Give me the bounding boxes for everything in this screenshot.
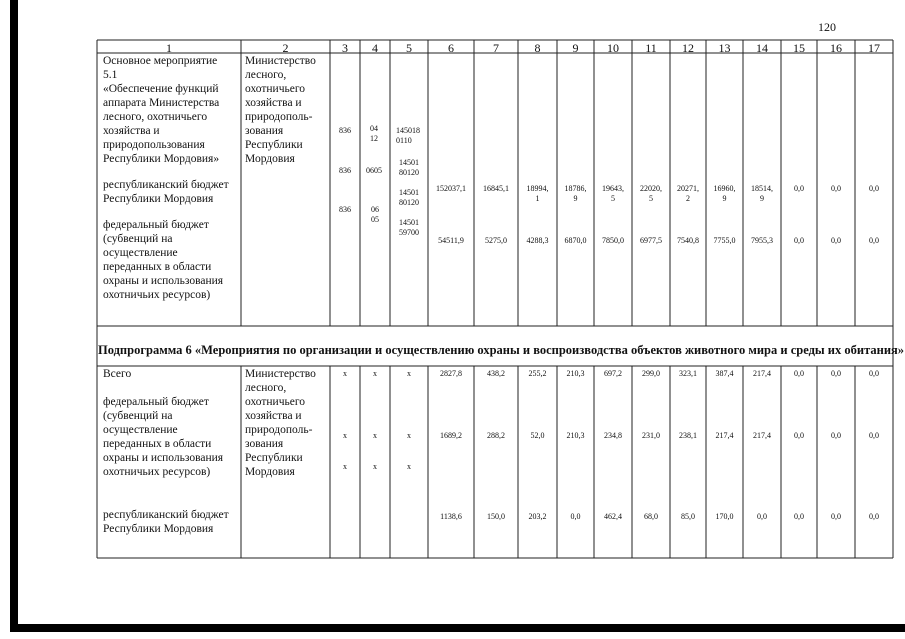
column-number: 17 [868, 41, 880, 55]
value-cell: 697,2 [604, 369, 622, 378]
value-cell: 0,0 [794, 369, 804, 378]
value-cell: 7540,8 [677, 236, 699, 245]
value-cell: 85,0 [681, 512, 695, 521]
column-number: 13 [718, 41, 731, 55]
x-mark: x [407, 462, 411, 471]
column-number: 11 [645, 41, 657, 55]
column-number: 14 [756, 41, 768, 55]
value-cell: 299,0 [642, 369, 660, 378]
value-cell: 217,4 [753, 369, 771, 378]
value-cell: 7755,0 [713, 236, 736, 245]
value-cell: 0,0 [831, 369, 841, 378]
code-1450180110: 145018 0110 [396, 126, 420, 145]
value-cell: 0,0 [570, 512, 581, 521]
code-836: 836 [339, 205, 351, 214]
total-label: Всего [103, 368, 132, 380]
value-cell: 323,1 [679, 369, 697, 378]
value-cell: 438,2 [487, 369, 505, 378]
x-mark: x [373, 462, 377, 471]
value-cell: 210,3 [566, 369, 585, 378]
x-mark: x [343, 431, 347, 440]
value-cell: 0,0 [794, 512, 804, 521]
column-number: 3 [342, 41, 348, 55]
value-cell: 217,4 [753, 431, 771, 440]
ministry-label: Министерство лесного, охотничьего хозяйства и природополь- зования Республики Мордовия [245, 368, 316, 478]
value-cell: 152037,1 [436, 184, 466, 193]
value-cell: 210,3 [566, 431, 585, 440]
code-836: 836 [339, 126, 351, 135]
code-836: 836 [339, 166, 351, 175]
value-cell: 52,0 [530, 431, 545, 440]
value-cell: 16960, 9 [713, 184, 736, 203]
column-number: 8 [534, 41, 541, 55]
value-cell: 0,0 [831, 184, 841, 193]
measure-title: Основное мероприятие 5.1 «Обеспечение функций аппарата Министерства лесного, охотничьего хозяйства и природопользования Республики Мордовия» [103, 55, 220, 165]
value-cell: 150,0 [487, 512, 505, 521]
value-cell: 18786, 9 [564, 184, 587, 203]
value-cell: 0,0 [869, 431, 879, 440]
value-cell: 203,2 [528, 512, 547, 521]
value-cell: 231,0 [642, 431, 660, 440]
value-cell: 68,0 [644, 512, 658, 521]
column-number: 7 [493, 41, 499, 55]
code-0605: 0605 [366, 166, 382, 175]
column-number: 4 [372, 41, 378, 55]
value-cell: 1138,6 [440, 512, 462, 521]
value-cell: 22020, 5 [640, 184, 662, 203]
column-number: 6 [448, 41, 454, 55]
value-cell: 1689,2 [440, 431, 462, 440]
column-number: 12 [682, 41, 694, 55]
value-cell: 0,0 [831, 431, 841, 440]
value-cell: 7955,3 [751, 236, 773, 245]
value-cell: 18994, 1 [526, 184, 549, 203]
subprogram-title: Подпрограмма 6 «Мероприятия по организации и осуществлению охраны и воспроизводства объектов животного мира и среды их обитания» [98, 343, 905, 357]
column-number: 16 [830, 41, 842, 55]
rep-budget-label: республиканский бюджет Республики Мордовия [103, 179, 229, 205]
column-number: 9 [572, 41, 579, 55]
value-cell: 6977,5 [640, 236, 662, 245]
value-cell: 0,0 [869, 184, 879, 193]
x-mark: x [407, 431, 411, 440]
value-cell: 0,0 [831, 236, 841, 245]
code-1450159700: 14501 59700 [399, 218, 419, 237]
value-cell: 5275,0 [485, 236, 507, 245]
code-1450180120: 14501 80120 [399, 158, 419, 177]
page-number: 120 [818, 20, 836, 34]
value-cell: 170,0 [715, 512, 734, 521]
value-cell: 0,0 [869, 369, 879, 378]
code-0412: 04 12 [370, 124, 378, 143]
value-cell: 387,4 [715, 369, 734, 378]
value-cell: 0,0 [794, 184, 804, 193]
value-cell: 217,4 [715, 431, 734, 440]
x-mark: x [407, 369, 411, 378]
ministry-label: Министерство лесного, охотничьего хозяйства и природополь- зования Республики Мордовия [245, 55, 316, 165]
x-mark: x [373, 369, 377, 378]
value-cell: 0,0 [794, 236, 804, 245]
code-0605: 06 05 [371, 205, 379, 224]
column-number: 2 [282, 41, 289, 55]
column-number: 10 [607, 41, 619, 55]
value-cell: 238,1 [679, 431, 697, 440]
value-cell: 255,2 [528, 369, 547, 378]
value-cell: 0,0 [757, 512, 767, 521]
column-number: 5 [406, 41, 412, 55]
value-cell: 234,8 [604, 431, 622, 440]
value-cell: 6870,0 [564, 236, 587, 245]
value-cell: 20271, 2 [677, 184, 699, 203]
x-mark: x [343, 462, 347, 471]
x-mark: x [343, 369, 347, 378]
value-cell: 7850,0 [602, 236, 624, 245]
value-cell: 2827,8 [440, 369, 462, 378]
value-cell: 19643, 5 [602, 184, 624, 203]
column-number: 1 [166, 41, 172, 55]
value-cell: 18514, 9 [751, 184, 773, 203]
value-cell: 16845,1 [483, 184, 509, 193]
value-cell: 462,4 [604, 512, 622, 521]
value-cell: 0,0 [831, 512, 841, 521]
code-1450180120: 14501 80120 [399, 188, 419, 207]
value-cell: 4288,3 [526, 236, 549, 245]
column-number: 15 [793, 41, 805, 55]
rep-budget-label: республиканский бюджет Республики Мордовия [103, 509, 229, 535]
fed-budget-label: федеральный бюджет (субвенций на осуществление переданных в области охраны и использования охотничьих ресурсов) [103, 396, 224, 478]
x-mark: x [373, 431, 377, 440]
value-cell: 0,0 [869, 512, 879, 521]
fed-budget-label: федеральный бюджет (субвенций на осуществление переданных в области охраны и использования охотничьих ресурсов) [103, 219, 224, 301]
value-cell: 288,2 [487, 431, 505, 440]
value-cell: 54511,9 [438, 236, 464, 245]
value-cell: 0,0 [869, 236, 879, 245]
value-cell: 0,0 [794, 431, 804, 440]
